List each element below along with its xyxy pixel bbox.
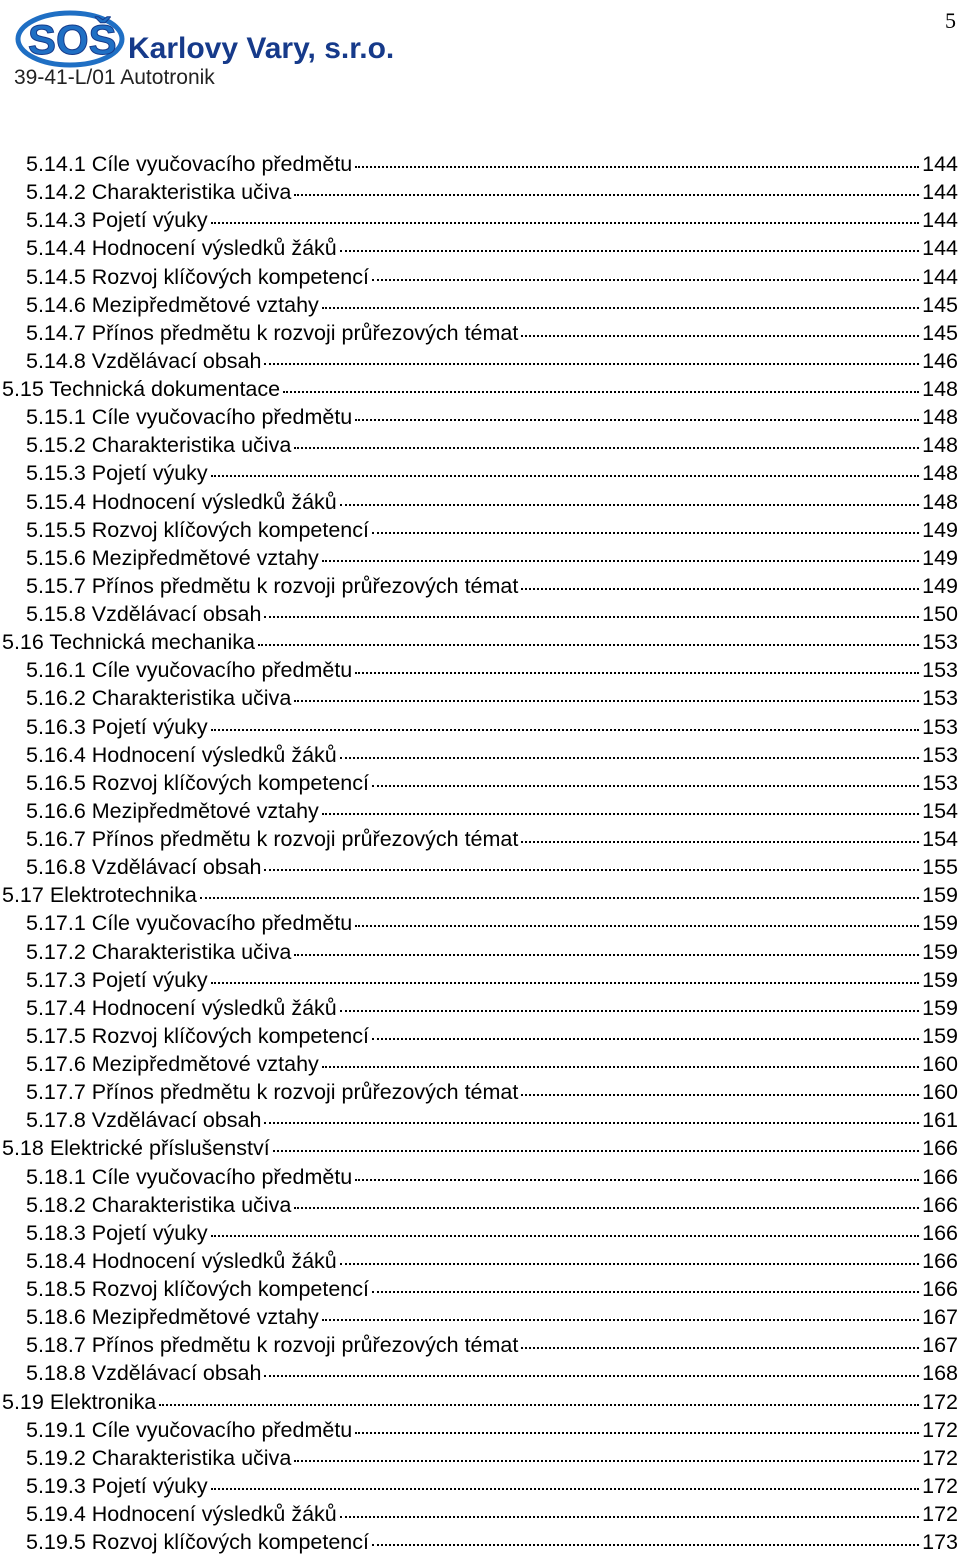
dot-leader [264,861,919,871]
toc-entry-title: 5.18.2 Charakteristika učiva [26,1192,292,1217]
dot-leader [521,327,919,337]
table-of-contents [0,150,958,1556]
dot-leader [283,383,919,393]
toc-entry-page: 159 [922,939,958,964]
dot-leader [340,242,919,252]
dot-leader [294,186,919,196]
toc-entry-page: 153 [922,686,958,711]
toc-entry-title: 5.16.4 Hodnocení výsledků žáků [26,742,337,767]
toc-entry-title: 5.16.2 Charakteristika učiva [26,686,292,711]
toc-entry-title: 5.16.6 Mezipředmětové vztahy [26,798,319,823]
toc-subsection-entry[interactable] [0,178,958,206]
toc-entry-title: 5.15.5 Rozvoj klíčových kompetencí [26,517,369,542]
dot-leader [211,721,919,731]
dot-leader [372,1536,919,1546]
toc-entry-page: 155 [922,855,958,880]
toc-entry-page: 154 [922,827,958,851]
toc-subsection-entry[interactable] [0,459,958,487]
dot-leader [355,411,919,421]
toc-subsection-entry[interactable] [0,488,958,516]
toc-entry-title: 5.18.5 Rozvoj klíčových kompetencí [26,1277,369,1301]
toc-entry-title: 5.17.5 Rozvoj klíčových kompetencí [26,1023,369,1048]
toc-entry-page: 160 [922,1080,958,1105]
toc-entry-page: 159 [922,995,958,1020]
toc-subsection-entry[interactable] [0,741,958,769]
toc-entry-title: 5.14.3 Pojetí výuky [26,208,208,233]
toc-subsection-entry[interactable] [0,150,958,178]
dot-leader [264,608,919,618]
dot-leader [521,580,919,590]
toc-entry-page: 146 [922,348,958,373]
program-code: 39-41-L/01 Autotronik [14,66,215,89]
dot-leader [294,1452,919,1462]
dot-leader [372,1030,919,1040]
toc-subsection-entry[interactable] [0,769,958,797]
toc-entry-title: 5.14.5 Rozvoj klíčových kompetencí [26,264,369,289]
toc-entry-page: 173 [922,1530,958,1555]
toc-subsection-entry[interactable] [0,1472,958,1500]
toc-entry-title: 5.19.4 Hodnocení výsledků žáků [26,1502,337,1526]
toc-entry-page: 154 [922,798,958,823]
toc-entry-page: 172 [922,1445,958,1470]
toc-entry-page: 166 [922,1164,958,1189]
toc-entry-page: 159 [922,883,958,908]
dot-leader [273,1142,919,1152]
toc-entry-title: 5.14.4 Hodnocení výsledků žáků [26,236,337,261]
toc-subsection-entry[interactable] [0,572,958,600]
toc-entry-title: 5.15.6 Mezipředmětové vztahy [26,545,319,570]
toc-subsection-entry[interactable] [0,853,958,881]
toc-entry-page: 150 [922,602,958,626]
toc-section-entry[interactable] [0,1134,958,1162]
dot-leader [211,214,919,224]
toc-entry-page: 159 [922,911,958,936]
toc-entry-title: 5.16.5 Rozvoj klíčových kompetencí [26,770,369,795]
toc-entry-title: 5.18.4 Hodnocení výsledků žáků [26,1248,337,1273]
toc-subsection-entry[interactable] [0,403,958,431]
toc-subsection-entry[interactable] [0,938,958,966]
toc-subsection-entry[interactable] [0,600,958,628]
dot-leader [340,1508,919,1518]
toc-subsection-entry[interactable] [0,656,958,684]
toc-subsection-entry[interactable] [0,516,958,544]
toc-entry-page: 144 [922,208,958,233]
dot-leader [211,974,919,984]
toc-entry-title: 5.15 Technická dokumentace [2,377,281,401]
toc-entry-title: 5.17.1 Cíle vyučovacího předmětu [26,911,353,936]
toc-entry-page: 149 [922,545,958,570]
dot-leader [340,1255,919,1265]
toc-entry-page: 144 [922,152,958,176]
toc-entry-title: 5.15.8 Vzdělávací obsah [26,602,262,626]
logo-text-sos: SOŠ [28,16,117,63]
toc-entry-page: 149 [922,517,958,542]
toc-entry-title: 5.17.4 Hodnocení výsledků žáků [26,995,337,1020]
toc-entry-title: 5.17.2 Charakteristika učiva [26,939,292,964]
toc-entry-title: 5.18.6 Mezipředmětové vztahy [26,1305,319,1330]
toc-entry-page: 166 [922,1192,958,1217]
toc-subsection-entry[interactable] [0,1050,958,1078]
toc-entry-title: 5.15.1 Cíle vyučovacího předmětu [26,405,353,430]
toc-subsection-entry[interactable] [0,1219,958,1247]
toc-subsection-entry[interactable] [0,291,958,319]
toc-entry-page: 148 [922,377,958,401]
toc-subsection-entry[interactable] [0,1528,958,1556]
toc-subsection-entry[interactable] [0,1331,958,1359]
toc-entry-page: 172 [922,1417,958,1442]
toc-subsection-entry[interactable] [0,206,958,234]
toc-entry-page: 144 [922,264,958,289]
toc-entry-title: 5.15.2 Charakteristika učiva [26,433,292,458]
dot-leader [211,1480,919,1490]
dot-leader [355,664,919,674]
toc-section-entry[interactable] [0,628,958,656]
toc-subsection-entry[interactable] [0,994,958,1022]
toc-entry-title: 5.15.4 Hodnocení výsledků žáků [26,489,337,514]
dot-leader [355,158,919,168]
toc-subsection-entry[interactable] [0,1078,958,1106]
toc-subsection-entry[interactable] [0,347,958,375]
toc-subsection-entry[interactable] [0,1303,958,1331]
toc-subsection-entry[interactable] [0,1163,958,1191]
dot-leader [355,917,919,927]
dot-leader [521,1086,919,1096]
toc-entry-page: 161 [922,1108,958,1133]
toc-entry-page: 167 [922,1333,958,1358]
dot-leader [340,496,919,506]
toc-subsection-entry[interactable] [0,544,958,572]
toc-entry-title: 5.14.6 Mezipředmětové vztahy [26,292,319,317]
toc-entry-title: 5.16.8 Vzdělávací obsah [26,855,262,880]
toc-subsection-entry[interactable] [0,1500,958,1528]
dot-leader [322,1311,919,1321]
toc-entry-title: 5.16.7 Přínos předmětu k rozvoji průřezových témat [26,827,519,851]
toc-entry-title: 5.18.8 Vzdělávací obsah [26,1361,262,1386]
toc-subsection-entry[interactable] [0,825,958,853]
dot-leader [355,1171,919,1181]
toc-entry-page: 153 [922,742,958,767]
dot-leader [258,636,919,646]
toc-subsection-entry[interactable] [0,1359,958,1387]
dot-leader [372,524,919,534]
dot-leader [322,299,919,309]
dot-leader [340,1002,919,1012]
toc-entry-title: 5.14.1 Cíle vyučovacího předmětu [26,152,353,176]
toc-subsection-entry[interactable] [0,1275,958,1303]
dot-leader [159,1396,919,1406]
toc-entry-title: 5.19.1 Cíle vyučovacího předmětu [26,1417,353,1442]
toc-subsection-entry[interactable] [0,319,958,347]
toc-entry-title: 5.17 Elektrotechnika [2,883,197,908]
toc-entry-page: 172 [922,1473,958,1498]
dot-leader [294,439,919,449]
toc-entry-page: 159 [922,967,958,992]
toc-subsection-entry[interactable] [0,431,958,459]
toc-entry-title: 5.17.3 Pojetí výuky [26,967,208,992]
toc-entry-title: 5.16.1 Cíle vyučovacího předmětu [26,658,353,683]
dot-leader [211,467,919,477]
toc-subsection-entry[interactable] [0,797,958,825]
toc-entry-title: 5.16.3 Pojetí výuky [26,714,208,739]
toc-subsection-entry[interactable] [0,234,958,262]
toc-section-entry[interactable] [0,1388,958,1416]
toc-subsection-entry[interactable] [0,966,958,994]
dot-leader [200,889,919,899]
toc-entry-title: 5.18.7 Přínos předmětu k rozvoji průřezových témat [26,1333,519,1358]
toc-entry-title: 5.17.6 Mezipředmětové vztahy [26,1052,319,1076]
toc-entry-page: 153 [922,770,958,795]
dot-leader [264,1367,919,1377]
dot-leader [521,1339,919,1349]
toc-entry-page: 166 [922,1277,958,1301]
toc-entry-page: 148 [922,405,958,430]
dot-leader [521,833,919,843]
toc-entry-title: 5.14.8 Vzdělávací obsah [26,348,262,373]
toc-entry-page: 159 [922,1023,958,1048]
dot-leader [294,692,919,702]
toc-entry-title: 5.19.2 Charakteristika učiva [26,1445,292,1470]
toc-entry-title: 5.14.2 Charakteristika učiva [26,180,292,205]
dot-leader [294,946,919,956]
toc-entry-title: 5.18 Elektrické příslušenství [2,1136,270,1161]
toc-entry-page: 148 [922,433,958,458]
page-header [0,0,960,110]
toc-entry-page: 145 [922,320,958,345]
toc-entry-title: 5.19 Elektronika [2,1389,157,1414]
toc-entry-page: 149 [922,573,958,598]
toc-entry-page: 148 [922,489,958,514]
toc-subsection-entry[interactable] [0,1106,958,1134]
toc-entry-title: 5.17.8 Vzdělávací obsah [26,1108,262,1133]
logo-text-name: Karlovy Vary, s.r.o. [128,32,395,65]
toc-entry-page: 148 [922,461,958,486]
dot-leader [211,1227,919,1237]
toc-entry-page: 168 [922,1361,958,1386]
toc-entry-page: 145 [922,292,958,317]
toc-entry-title: 5.16 Technická mechanika [2,630,255,655]
toc-subsection-entry[interactable] [0,713,958,741]
toc-entry-title: 5.19.3 Pojetí výuky [26,1473,208,1498]
toc-subsection-entry[interactable] [0,1416,958,1444]
toc-section-entry[interactable] [0,881,958,909]
toc-entry-page: 166 [922,1248,958,1273]
toc-subsection-entry[interactable] [0,1022,958,1050]
toc-subsection-entry[interactable] [0,1444,958,1472]
school-logo [12,6,432,70]
toc-subsection-entry[interactable] [0,1191,958,1219]
toc-entry-page: 172 [922,1502,958,1526]
dot-leader [322,805,919,815]
toc-subsection-entry[interactable] [0,263,958,291]
toc-entry-page: 167 [922,1305,958,1330]
dot-leader [264,1114,919,1124]
toc-entry-page: 153 [922,714,958,739]
toc-entry-page: 153 [922,658,958,683]
dot-leader [372,1283,919,1293]
toc-entry-page: 172 [922,1389,958,1414]
dot-leader [322,1058,919,1068]
toc-entry-page: 166 [922,1136,958,1161]
toc-entry-page: 166 [922,1220,958,1245]
toc-entry-title: 5.18.3 Pojetí výuky [26,1220,208,1245]
dot-leader [294,1199,919,1209]
toc-section-entry[interactable] [0,375,958,403]
dot-leader [322,552,919,562]
page-number: 5 [945,8,956,33]
toc-entry-title: 5.15.7 Přínos předmětu k rozvoji průřezových témat [26,573,519,598]
toc-entry-title: 5.19.5 Rozvoj klíčových kompetencí [26,1530,369,1555]
toc-entry-page: 144 [922,236,958,261]
dot-leader [264,355,919,365]
toc-subsection-entry[interactable] [0,684,958,712]
toc-subsection-entry[interactable] [0,1247,958,1275]
toc-entry-title: 5.14.7 Přínos předmětu k rozvoji průřezových témat [26,320,519,345]
toc-entry-page: 160 [922,1052,958,1076]
dot-leader [355,1424,919,1434]
toc-entry-title: 5.18.1 Cíle vyučovacího předmětu [26,1164,353,1189]
dot-leader [372,271,919,281]
toc-subsection-entry[interactable] [0,909,958,937]
toc-entry-page: 144 [922,180,958,205]
toc-entry-title: 5.17.7 Přínos předmětu k rozvoji průřezových témat [26,1080,519,1105]
toc-entry-page: 153 [922,630,958,655]
dot-leader [340,749,919,759]
toc-entry-title: 5.15.3 Pojetí výuky [26,461,208,486]
dot-leader [372,777,919,787]
